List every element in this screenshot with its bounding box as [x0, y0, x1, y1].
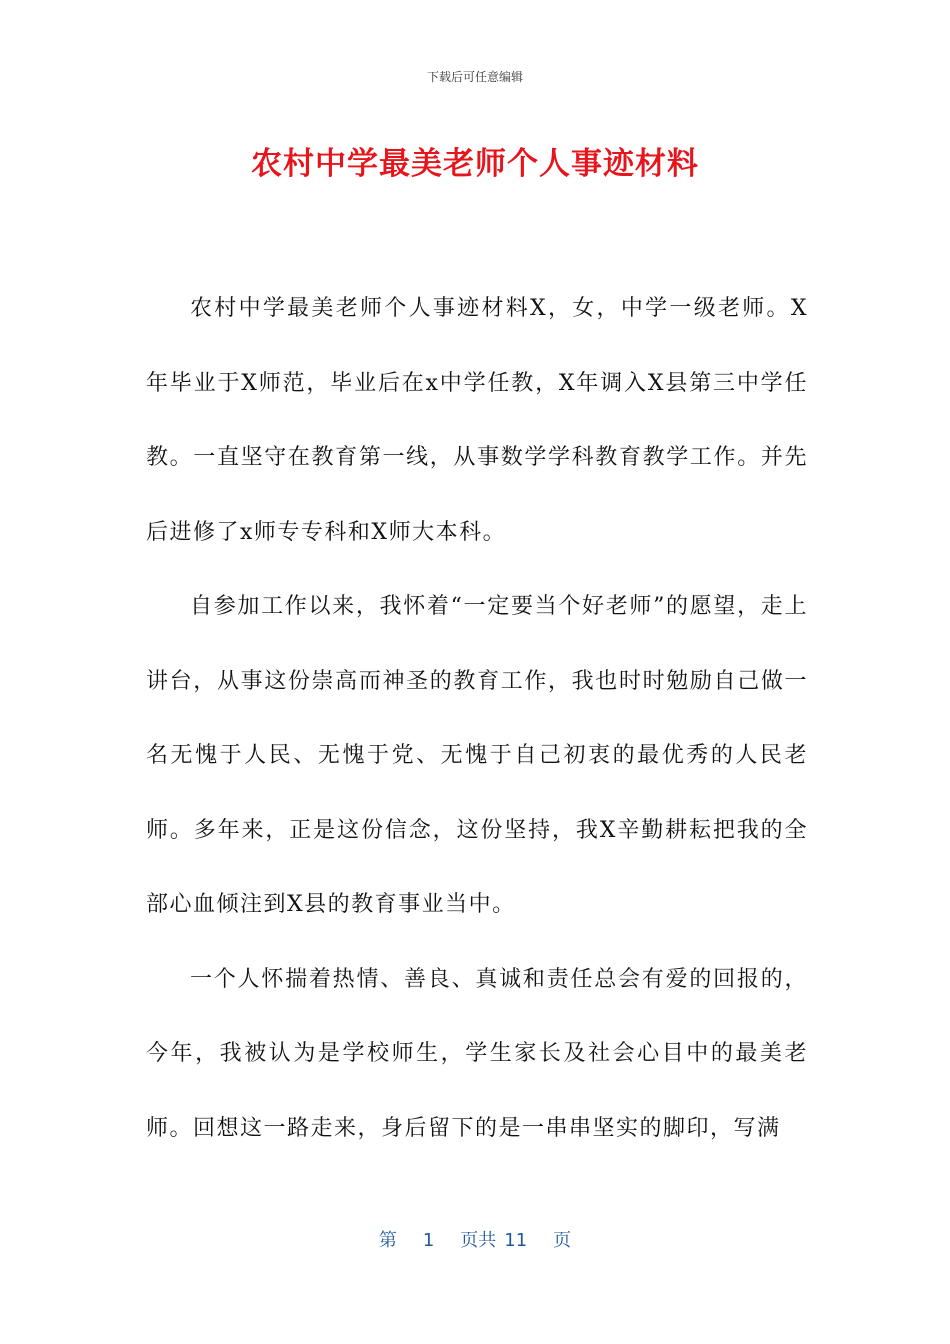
footer-suffix: 页: [553, 1230, 572, 1251]
paragraph-1: 农村中学最美老师个人事迹材料X，女，中学一级老师。X年毕业于X师范，毕业后在x中学任教，X年调入X县第三中学任教。一直坚守在教育第一线，从事数学学科教育教学工作。并先后进修了x师专专科和X师大本科。: [146, 296, 808, 545]
paragraph-3: 一个人怀揣着热情、善良、真诚和责任总会有爱的回报的，今年，我被认为是学校师生，学生家长及社会心目中的最美老师。回想这一路走来，身后留下的是一串串坚实的脚印，写满: [146, 966, 808, 1141]
paragraph-2: 自参加工作以来，我怀着“一定要当个好老师”的愿望，走上讲台，从事这份崇高而神圣的教育工作，我也时时勉励自己做一名无愧于人民、无愧于党、无愧于自己初衷的最优秀的人民老师。多年来，正是这份信念，这份坚持，我X辛勤耕耘把我的全部心血倾注到X县的教育事业当中。: [146, 594, 808, 917]
header-note: 下载后可任意编辑: [426, 70, 523, 84]
footer-middle: 页共: [460, 1230, 497, 1251]
page-footer: [0, 1226, 950, 1252]
document-body: [146, 272, 808, 1166]
footer-page-number: 1: [422, 1230, 435, 1251]
footer-total-pages: 11: [504, 1230, 528, 1251]
document-title: 农村中学最美老师个人事迹材料: [251, 146, 699, 182]
footer-prefix: 第: [378, 1230, 397, 1251]
